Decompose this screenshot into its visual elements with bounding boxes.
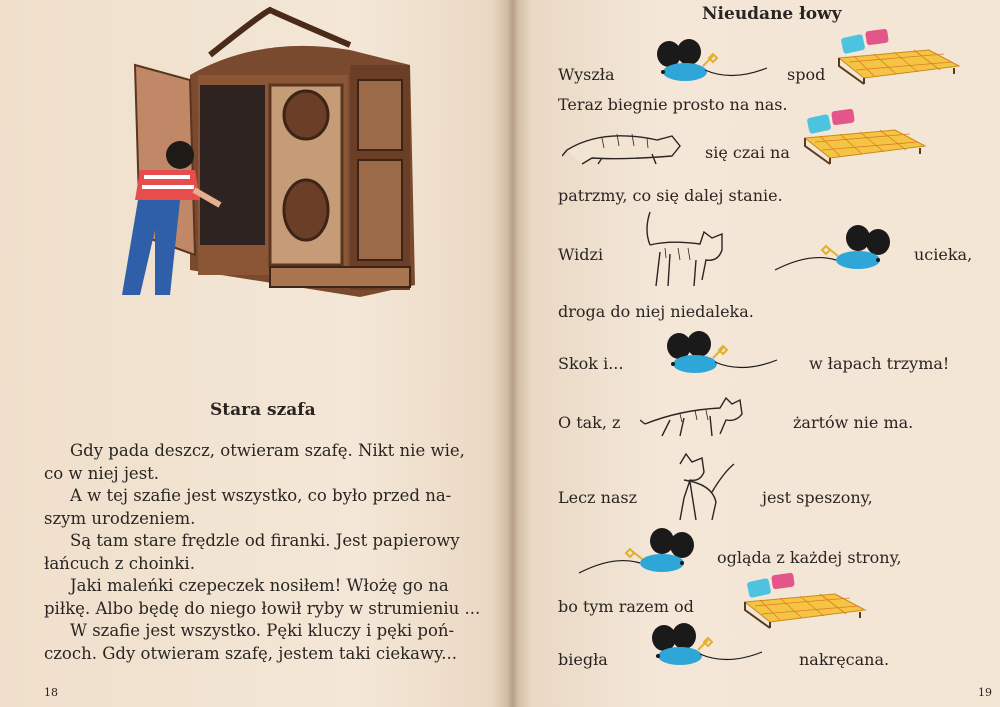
wind-up-mouse-icon (647, 38, 772, 88)
poem-word: Lecz nasz (558, 488, 638, 507)
page-number-right: 19 (978, 686, 992, 699)
poem-word: spod (787, 65, 826, 84)
paragraph-line: łańcuch z choinki. (44, 553, 195, 573)
poem-title: Nieudane łowy (702, 4, 842, 24)
poem-line: Teraz biegnie prosto na nas. (558, 95, 788, 114)
paragraph-line: Są tam stare frędzle od firanki. Jest papierowy (70, 531, 460, 550)
standing-cat-icon (640, 210, 735, 292)
poem-line: droga do niej niedaleka. (558, 302, 754, 321)
poem-word: biegła (558, 650, 608, 669)
poem-line: ogląda z każdej strony, (717, 548, 902, 567)
paragraph-line: A w tej szafie jest wszystko, co było przed na- (70, 486, 452, 505)
story-title: Stara szafa (210, 400, 316, 420)
page-number-left: 18 (44, 686, 58, 699)
sitting-cat-icon (672, 452, 737, 524)
poem-word: O tak, z (558, 413, 621, 432)
poem-word: żartów nie ma. (793, 413, 914, 432)
crouching-cat-icon (562, 118, 692, 166)
wind-up-mouse-icon (574, 525, 704, 580)
poem-word: w łapach trzyma! (809, 354, 950, 373)
paragraph-line: czoch. Gdy otwieram szafę, jestem taki ciekawy... (44, 643, 457, 663)
paragraph-line: szym urodzeniem. (44, 508, 196, 528)
poem-line: bo tym razem od (558, 597, 694, 616)
book-gutter (508, 0, 518, 707)
poem-word: Widzi (558, 245, 604, 264)
paragraph-line: Jaki maleńki czepeczek nosiłem! Włożę go na (70, 576, 449, 595)
poem-word: Wyszła (558, 65, 615, 84)
poem-line: patrzmy, co się dalej stanie. (558, 186, 783, 205)
paragraph-line: piłkę. Albo będę do niego łowił ryby w strumieniu ... (44, 598, 481, 618)
right-page (512, 0, 1000, 707)
paragraph-line: W szafie jest wszystko. Pęki kluczy i pęki poń- (70, 621, 455, 640)
paragraph-line: Gdy pada deszcz, otwieram szafę. Nikt nie wie, (70, 441, 465, 460)
wind-up-mouse-icon (657, 330, 782, 380)
paragraph-line: co w niej jest. (44, 463, 160, 483)
bed-icon (834, 28, 964, 86)
bed-icon (800, 108, 930, 166)
poem-word: się czai na (705, 143, 790, 162)
poem-word: Skok i... (558, 354, 624, 373)
story-text (44, 440, 484, 665)
walking-cat-icon (640, 390, 750, 440)
wardrobe-boy-illustration (110, 5, 440, 310)
poem-word: jest speszony, (762, 488, 873, 507)
wind-up-mouse-icon (770, 222, 900, 277)
poem-word: ucieka, (914, 245, 973, 264)
poem-word: nakręcana. (799, 650, 890, 669)
wind-up-mouse-icon (642, 622, 767, 672)
